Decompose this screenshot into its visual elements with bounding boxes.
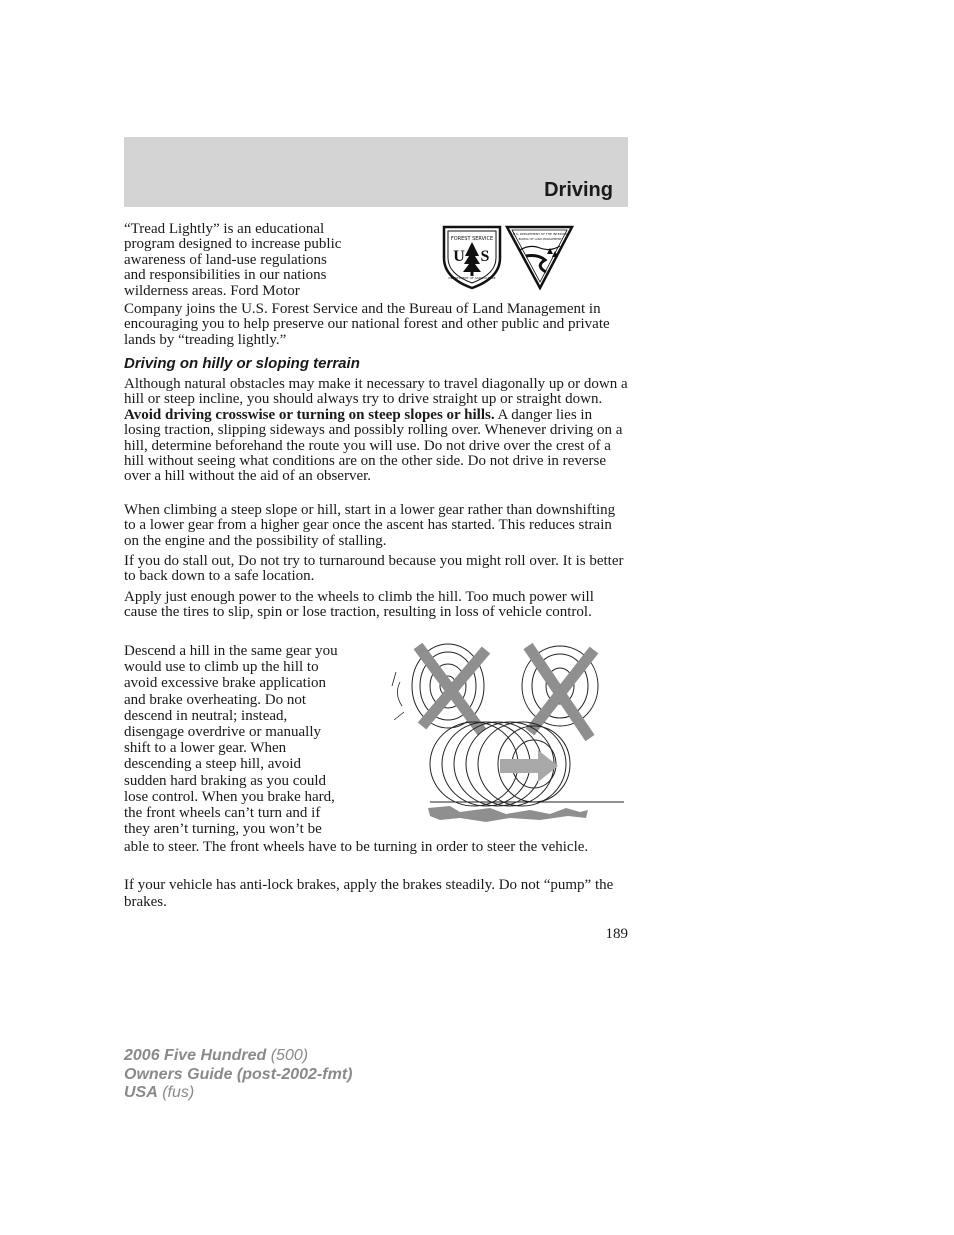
paragraph-1 bbox=[124, 377, 630, 485]
p5-line: and brake overheating. Do not bbox=[124, 691, 307, 708]
p5-line: Descend a hill in the same gear you bbox=[124, 643, 338, 659]
intro-line: program designed to increase public bbox=[124, 236, 342, 253]
intro-wide-text: Company joins the U.S. Forest Service and the Bureau of Land Management in encouraging you to help preserve our national forest and other public and private lands by “treading lightly.” bbox=[124, 301, 610, 348]
p5-line: would use to climb up the hill to bbox=[124, 659, 319, 676]
p5-line: avoid excessive brake application bbox=[124, 675, 327, 692]
forest-service-letter-u: U bbox=[453, 248, 465, 265]
page-number: 189 bbox=[605, 926, 628, 942]
footer-region-code: (fus) bbox=[157, 1084, 195, 1101]
tread-lightly-logos bbox=[442, 224, 574, 290]
forest-service-dept: DEPARTMENT OF AGRICULTURE bbox=[448, 276, 496, 280]
footer-guide: Owners Guide (post-2002-fmt) bbox=[124, 1065, 353, 1083]
paragraph-6: If your vehicle has anti-lock brakes, apply the brakes steadily. Do not “pump” the brakes. bbox=[124, 877, 614, 910]
section-header-band bbox=[124, 137, 628, 207]
document-footer bbox=[124, 1047, 352, 1103]
p5-line: descend in neutral; instead, bbox=[124, 707, 288, 724]
subheading-hilly-terrain: Driving on hilly or sloping terrain bbox=[124, 355, 360, 372]
forest-service-shield-icon bbox=[444, 227, 500, 288]
footer-model: 2006 Five Hundred bbox=[124, 1047, 267, 1064]
footer-line-2 bbox=[124, 1066, 352, 1085]
hill-tire-illustration bbox=[390, 642, 630, 826]
p5-line: descending a steep hill, avoid bbox=[124, 756, 302, 773]
forest-service-letter-s: S bbox=[480, 248, 490, 265]
footer-model-code: (500) bbox=[266, 1047, 309, 1064]
p5-line: sudden hard braking as you could bbox=[124, 772, 327, 789]
p5-wide-text: able to steer. The front wheels have to be turning in order to steer the vehicle. bbox=[124, 839, 589, 855]
p5-line: shift to a lower gear. When bbox=[124, 740, 287, 757]
footer-line-3 bbox=[124, 1084, 352, 1103]
p1-intro: Although natural obstacles may make it necessary to travel diagonally up or down a hill or steep incline, you should always try to drive straight up or straight down. bbox=[124, 376, 628, 408]
footer-line-1 bbox=[124, 1047, 352, 1066]
intro-narrow-lines bbox=[124, 222, 384, 299]
blm-text: U.S. DEPARTMENT OF THE INTERIOR bbox=[512, 232, 568, 236]
intro-line: and responsibilities in our nations bbox=[124, 267, 327, 284]
blm-logo-icon bbox=[507, 227, 572, 288]
intro-line: “Tread Lightly” is an educational bbox=[124, 221, 325, 237]
p5-line: disengage overdrive or manually bbox=[124, 724, 322, 741]
paragraph-2: When climbing a steep slope or hill, start in a lower gear rather than downshifting to a lower gear from a higher gear once the ascent has started. This reduces strain on the engine and the possibility of stalling. bbox=[124, 502, 616, 549]
paragraph-3: If you do stall out, Do not try to turnaround because you might roll over. It is better to back down to a safe location. bbox=[124, 553, 624, 585]
p1-rest: A danger lies in losing traction, slipping sideways and possibly rolling over. Whenever driving on a hill, determine beforehand the route you will use. Do not drive over the crest of a hill without seeing what conditions are on the other side. Do not drive in reverse over a hill without the aid of an observer. bbox=[124, 406, 623, 485]
ground-icon bbox=[428, 802, 624, 822]
section-title: Driving bbox=[544, 179, 613, 201]
intro-line: wilderness areas. Ford Motor bbox=[124, 282, 300, 299]
paragraph-4: Apply just enough power to the wheels to climb the hill. Too much power will cause the tires to slip, spin or lose traction, resulting in loss of vehicle control. bbox=[124, 589, 594, 621]
p5-line: the front wheels can’t turn and if bbox=[124, 805, 321, 822]
p5-narrow-lines bbox=[124, 643, 384, 837]
p1-warning: Avoid driving crosswise or turning on steep slopes or hills. bbox=[124, 406, 495, 423]
forest-service-text: FOREST SERVICE bbox=[450, 236, 494, 242]
blm-subtext: BUREAU OF LAND MANAGEMENT bbox=[518, 238, 562, 241]
footer-region: USA bbox=[124, 1084, 158, 1101]
p5-line: they aren’t turning, you won’t be bbox=[124, 821, 322, 838]
intro-line: awareness of land-use regulations bbox=[124, 251, 327, 268]
p5-line: lose control. When you brake hard, bbox=[124, 788, 335, 805]
